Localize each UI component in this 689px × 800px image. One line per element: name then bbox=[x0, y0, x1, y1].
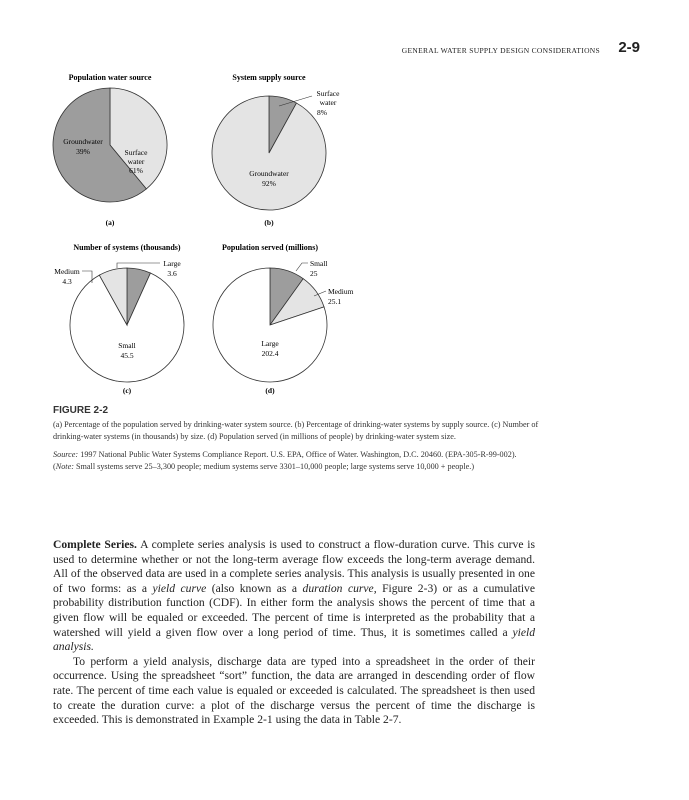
section-heading: Complete Series. bbox=[53, 538, 137, 551]
caption-source bbox=[53, 449, 543, 462]
pie-c-label-medium: Medium bbox=[54, 267, 80, 276]
figure-label: FIGURE 2-2 bbox=[53, 405, 109, 416]
pie-c-value-medium: 4.3 bbox=[62, 277, 72, 286]
pie-b-value-surface-water: 8% bbox=[317, 108, 327, 117]
pie-panel-a bbox=[53, 73, 167, 227]
pie-d-label-medium: Medium bbox=[328, 287, 354, 296]
pie-panel-b bbox=[212, 73, 340, 227]
source-text: 1997 National Public Water Systems Compliance Report. U.S. EPA, Office of Water. Washington, D.C. 20460. (EPA-305-R-99-002). bbox=[78, 449, 517, 459]
pie-a-label-surface-water: Surface water bbox=[124, 148, 148, 166]
pie-c-panel-label: (c) bbox=[122, 386, 132, 395]
pie-panel-d bbox=[213, 243, 354, 395]
running-title: GENERAL WATER SUPPLY DESIGN CONSIDERATIONS bbox=[401, 46, 600, 55]
pie-b-value-groundwater: 92% bbox=[262, 179, 276, 188]
paragraph-yield-analysis: To perform a yield analysis, discharge data are typed into a spreadsheet in the order of their occurrence. Using the spreadsheet “sort” function, the data are arranged in descending order of flow rate. The percent of time each value is equaled or exceeded is calculated. The spreadsheet is then used to create the duration curve: a plot of the discharge versus the percent of time the discharge is exceeded. This is demonstrated in Example 2-1 using the data in Table 2-7. bbox=[53, 654, 535, 727]
pie-d-label-small: Small bbox=[310, 259, 328, 268]
pie-d-panel-label: (d) bbox=[265, 386, 275, 395]
body-text bbox=[53, 538, 535, 728]
pie-a-title: Population water source bbox=[68, 73, 152, 82]
paragraph-complete-series: Complete Series. A complete series analysis is used to construct a flow-duration curve. This curve is used to determine whether or not the long-term average flow exceeds the long-term average demand. All of the observed data are used in a complete series analysis. This analysis is usually presented in one of two forms: as a yield curve (also known as a duration curve, Figure 2-3) or as a cumulative probability distribution function (CDF). In either form the analysis shows the percent of time that a given flow will be equaled or exceeded. The percent of time is interpreted as the probability that a watershed will yield a given flow over a long period of time. Thus, it is sometimes called a yield analysis. bbox=[53, 538, 535, 654]
pie-b-slice-groundwater bbox=[212, 96, 326, 210]
pie-d-value-large: 202.4 bbox=[261, 349, 279, 358]
pie-d-title: Population served (millions) bbox=[221, 243, 319, 252]
note-label: Note: bbox=[55, 462, 74, 471]
pie-c-leader-large bbox=[117, 263, 160, 268]
pie-a-value-groundwater: 39% bbox=[76, 147, 90, 156]
pie-b-panel-label: (b) bbox=[264, 218, 274, 227]
page-number: 2-9 bbox=[618, 39, 640, 56]
note-text: Small systems serve 25–3,300 people; medium systems serve 3301–10,000 people; large systems serve 10,000 + people.) bbox=[73, 462, 475, 471]
pie-a-panel-label: (a) bbox=[105, 218, 115, 227]
pie-a-value-surface-water: 61% bbox=[129, 166, 143, 175]
pie-panel-c bbox=[54, 243, 184, 395]
pie-b-title: System supply source bbox=[232, 73, 306, 82]
pie-d-leader-small bbox=[296, 263, 308, 271]
pie-c-title: Number of systems (thousands) bbox=[73, 243, 181, 252]
figure-caption bbox=[53, 405, 543, 474]
pie-a-label-groundwater: Groundwater bbox=[63, 137, 103, 146]
pie-d-label-large: Large bbox=[261, 339, 279, 348]
pie-d-value-medium: 25.1 bbox=[328, 297, 342, 306]
pie-b-label-groundwater: Groundwater bbox=[249, 169, 289, 178]
pie-c-value-large: 3.6 bbox=[167, 269, 177, 278]
pie-c-label-large: Large bbox=[163, 259, 181, 268]
pie-b-label-surface-water: Surface water bbox=[316, 89, 340, 107]
source-label: Source: bbox=[53, 449, 79, 459]
caption-note: (Note: Small systems serve 25–3,300 people; medium systems serve 3301–10,000 people; large systems serve 10,000 + people.) bbox=[53, 462, 475, 471]
pie-c-value-small: 45.5 bbox=[120, 351, 134, 360]
pie-c-label-small: Small bbox=[118, 341, 136, 350]
pie-d-value-small: 25 bbox=[310, 269, 318, 278]
caption-text: (a) Percentage of the population served by drinking-water system source. (b) Percentage of drinking-water systems by supply source. (c) Number of drinking-water systems (in thousands) by size. (d) Population served (in millions of people) by drinking-water system size. bbox=[53, 419, 539, 441]
